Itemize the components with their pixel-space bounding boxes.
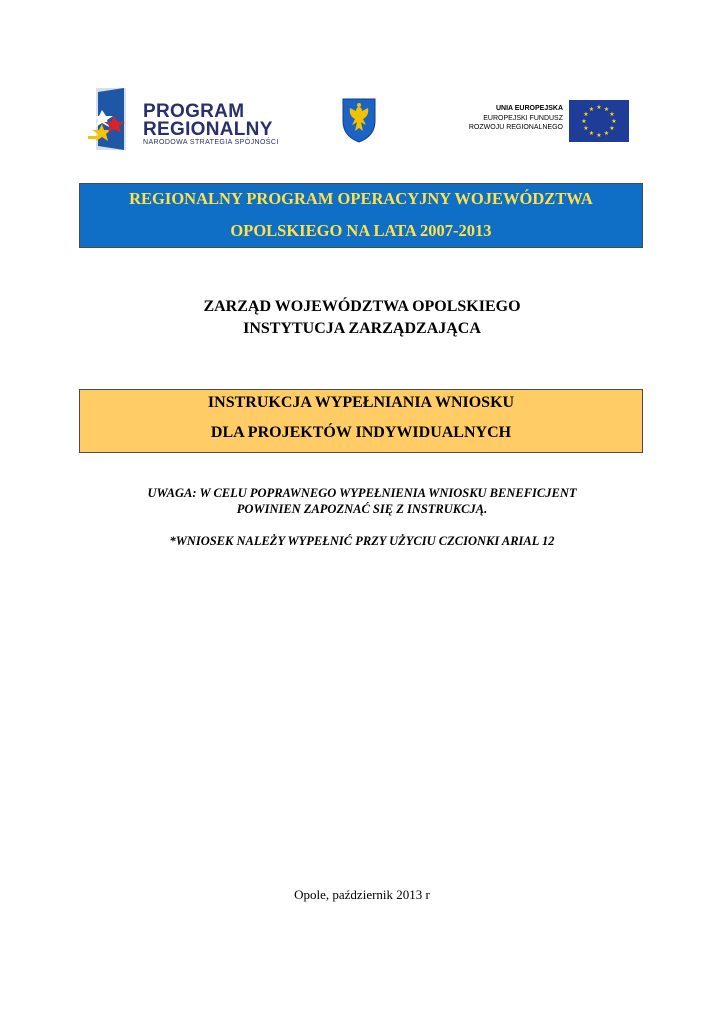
- document-title-box: [79, 389, 643, 453]
- coat-of-arms-icon: [341, 97, 377, 143]
- svg-text:★: ★: [603, 106, 610, 113]
- svg-text:★: ★: [603, 130, 610, 137]
- svg-text:★: ★: [588, 130, 595, 137]
- warning-note-line2: POWINIEN ZAPOZNAĆ SIĘ Z INSTRUKCJĄ.: [236, 502, 488, 516]
- eu-flag-icon: [569, 100, 629, 142]
- program-logo-line2: REGIONALNY: [143, 119, 273, 140]
- document-title-line1: INSTRUKCJA WYPEŁNIANIA WNIOSKU: [207, 394, 515, 411]
- svg-text:★: ★: [609, 111, 615, 118]
- program-logo-subtitle: NARODOWA STRATEGIA SPÓJNOŚCI: [143, 139, 279, 146]
- authority-role: INSTYTUCJA ZARZĄDZAJĄCA: [243, 320, 481, 337]
- svg-text:★: ★: [583, 125, 589, 132]
- program-regionalny-logo: [88, 86, 288, 156]
- program-header-line1: REGIONALNY PROGRAM OPERACYJNY WOJEWÓDZTWA: [129, 189, 593, 208]
- svg-text:★: ★: [583, 111, 589, 118]
- eu-regional-label: ROZWOJU REGIONALNEGO: [468, 124, 563, 131]
- svg-text:★: ★: [609, 125, 615, 132]
- font-requirement-note: *WNIOSEK NALEŻY WYPEŁNIĆ PRZY UŻYCIU CZCIONKI ARIAL 12: [169, 534, 555, 548]
- eu-fund-caption: [440, 104, 563, 133]
- logo-bar: [0, 0, 724, 170]
- program-logo-line1: PROGRAM: [143, 101, 245, 122]
- program-header-line2: OPOLSKIEGO NA LATA 2007-2013: [230, 221, 492, 240]
- program-header-box: [79, 183, 643, 248]
- eu-fund-label: EUROPEJSKI FUNDUSZ: [483, 114, 563, 122]
- svg-text:★: ★: [588, 106, 595, 113]
- eu-union-label: UNIA EUROPEJSKA: [495, 105, 563, 112]
- svg-text:★: ★: [581, 118, 587, 125]
- svg-text:★: ★: [596, 132, 602, 139]
- warning-note-line1: UWAGA: W CELU POPRAWNEGO WYPEŁNIENIA WNIOSKU BENEFICJENT: [147, 486, 577, 500]
- authority-name: ZARZĄD WOJEWÓDZTWA OPOLSKIEGO: [203, 298, 521, 315]
- svg-text:★: ★: [611, 118, 617, 125]
- document-title-line2: DLA PROJEKTÓW INDYWIDUALNYCH: [210, 424, 512, 441]
- svg-text:★: ★: [596, 104, 602, 111]
- program-regionalny-emblem-icon: [88, 86, 138, 154]
- place-and-date: Opole, październik 2013 r: [294, 887, 430, 902]
